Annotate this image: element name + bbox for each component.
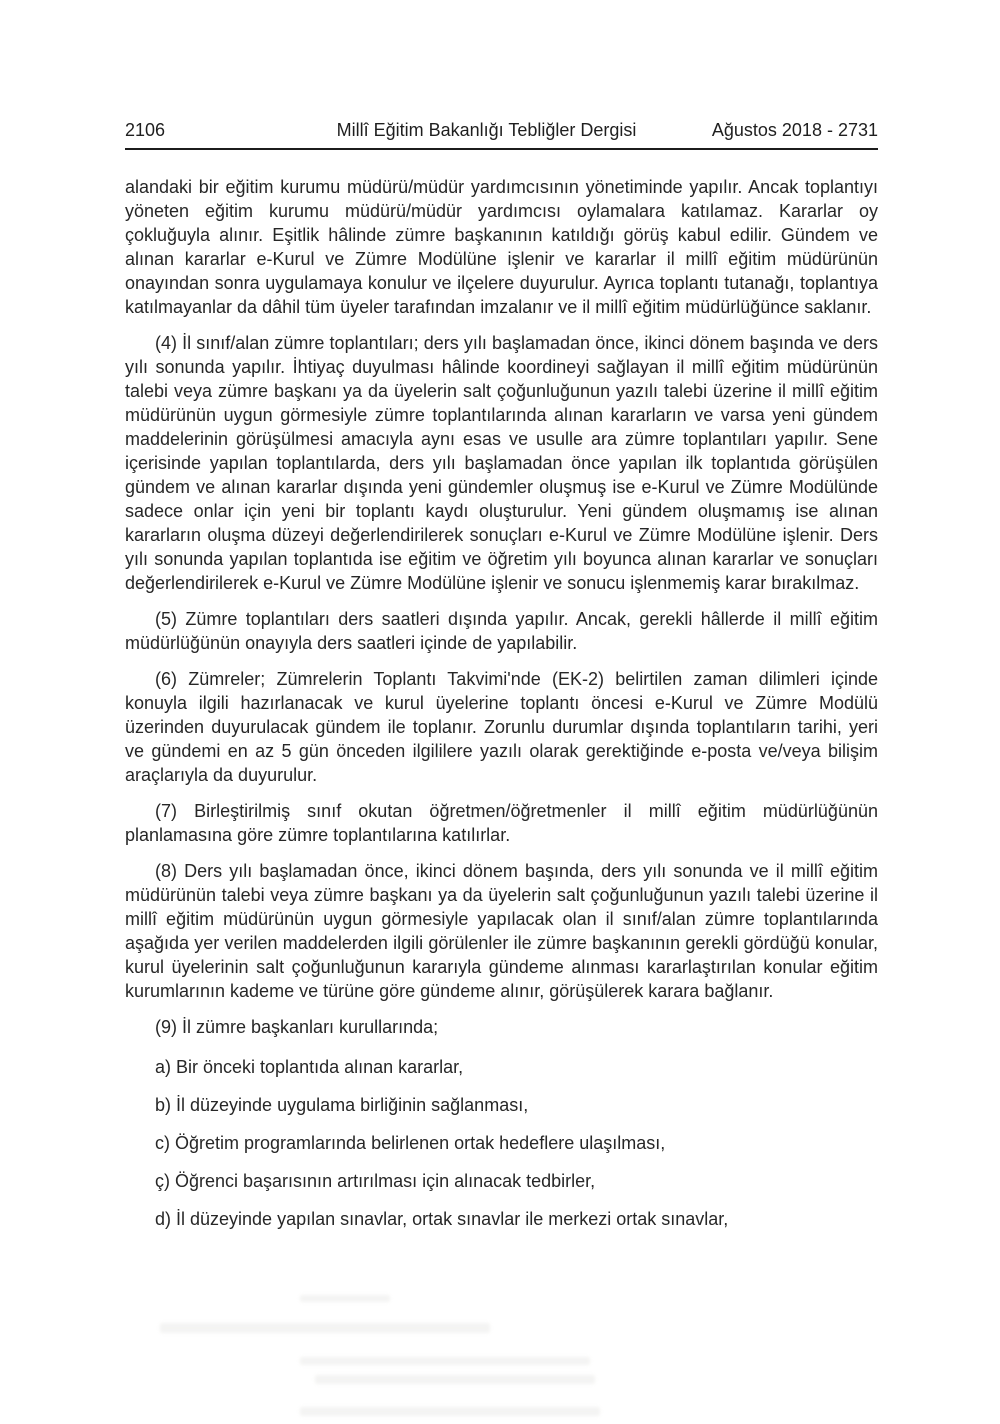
journal-title: Millî Eğitim Bakanlığı Tebliğler Dergisi <box>336 120 637 140</box>
page-number: 2106 <box>125 120 166 140</box>
list-item-d: d) İl düzeyinde yapılan sınavlar, ortak sınavlar ile merkezi ortak sınavlar, <box>155 1209 729 1229</box>
document-body <box>125 175 878 1231</box>
list-item-c-cedilla: ç) Öğrenci başarısının artırılması için alınacak tedbirler, <box>155 1171 596 1191</box>
list-item-a: a) Bir önceki toplantıda alınan kararlar, <box>155 1057 464 1077</box>
list-item-b: b) İl düzeyinde uygulama birliğinin sağlanması, <box>155 1095 529 1115</box>
paragraph-clause-9: (9) İl zümre başkanları kurullarında; <box>155 1017 439 1037</box>
list-item-c: c) Öğretim programlarında belirlenen ortak hedeflere ulaşılması, <box>155 1133 666 1153</box>
paragraph-continuation: alandaki bir eğitim kurumu müdürü/müdür yardımcısının yönetiminde yapılır. Ancak toplantıyı yöneten eğitim kurumu müdürü/müdür yardımcısı oylamalara katılamaz. Kararlar oy çokluğuyla alınır. Eşitlik hâlinde zümre başkanının katıldığı görüş kabul edilir. Gündem ve alınan kararlar e-Kurul ve Zümre Modülüne işlenir ve kararlar il millî eğitim müdürünün onayından sonra uygulamaya konulur ve ilçelere duyurulur. Ayrıca toplantı tutanağı, toplantıya katılmayanlar da dâhil tüm üyeler tarafından imzalanır ve il millî eğitim müdürlüğünce saklanır. <box>125 177 878 317</box>
paragraph-clause-8: (8) Ders yılı başlamadan önce, ikinci dönem başında, ders yılı sonunda ve il millî eğitim müdürünün talebi veya zümre başkanı ya da üyelerin salt çoğunluğunun yazılı talebi üzerine il millî eğitim müdürünün uygun görmesiyle yapılacak olan il sınıf/alan zümre toplantılarında aşağıda yer verilen maddelerden ilgili görülenler ile zümre başkanının gerekli gördüğü konular, kurul üyelerinin salt çoğunluğunun kararıyla gündeme alınması kararlaştırılan konular eğitim kurumlarının kademe ve türüne göre gündeme alınır, görüşülerek karara bağlanır. <box>125 861 878 1001</box>
paragraph-clause-4: (4) İl sınıf/alan zümre toplantıları; ders yılı başlamadan önce, ikinci dönem başında ve ders yılı sonunda yapılır. İhtiyaç duyulması hâlinde koordineyi sağlayan il millî eğitim müdürünün talebi veya zümre başkanı ya da üyelerin salt çoğunluğunun yazılı talebi üzerine il millî eğitim müdürünün uygun görmesiyle zümre toplantılarında alınan kararların ve varsa yeni gündem maddelerinin görüşülmesi amacıyla aynı esas ve usulle ara zümre toplantıları yapılır. Sene içerisinde yapılan toplantılarda, ders yılı başlamadan önce yapılan ilk toplantıda görüşülen gündem ve alınan kararlar dışında yeni gündemler oluşmuş ise e-Kurul ve Zümre Modülünde sadece onlar için yeni bir toplantı kaydı oluşturulur. Yeni gündem oluşmamış ise alınan kararların oluşma düzeyi değerlendirilerek sonuçları e-Kurul ve Zümre Modülüne işlenir. Ders yılı sonunda yapılan toplantıda ise eğitim ve öğretim yılı boyunca alınan kararlar ve sonuçları değerlendirilerek e-Kurul ve Zümre Modülüne işlenir ve sonucu işlenmemiş karar bırakılmaz. <box>125 333 878 593</box>
page-header <box>125 120 878 150</box>
paragraph-clause-6: (6) Zümreler; Zümrelerin Toplantı Takvimi'nde (EK-2) belirtilen zaman dilimleri içinde konuyla ilgili hazırlanacak ve kurul üyelerine toplantı öncesi e-Kurul ve Zümre Modülü üzerinden duyurulacak gündem ile toplanır. Zorunlu durumlar dışında toplantıların tarihi, yeri ve gündemi en az 5 gün önceden ilgililere yazılı olarak gerektiğinde e-posta ve/veya bilişim araçlarıyla da duyurulur. <box>125 669 878 785</box>
paragraph-clause-5: (5) Zümre toplantıları ders saatleri dışında yapılır. Ancak, gerekli hâllerde il millî eğitim müdürlüğünün onayıyla ders saatleri içinde de yapılabilir. <box>125 609 878 653</box>
issue-date: Ağustos 2018 - 2731 <box>711 120 878 140</box>
paragraph-clause-7: (7) Birleştirilmiş sınıf okutan öğretmen/öğretmenler il millî eğitim müdürlüğünün planlamasına göre zümre toplantılarına katılırlar. <box>125 801 878 845</box>
